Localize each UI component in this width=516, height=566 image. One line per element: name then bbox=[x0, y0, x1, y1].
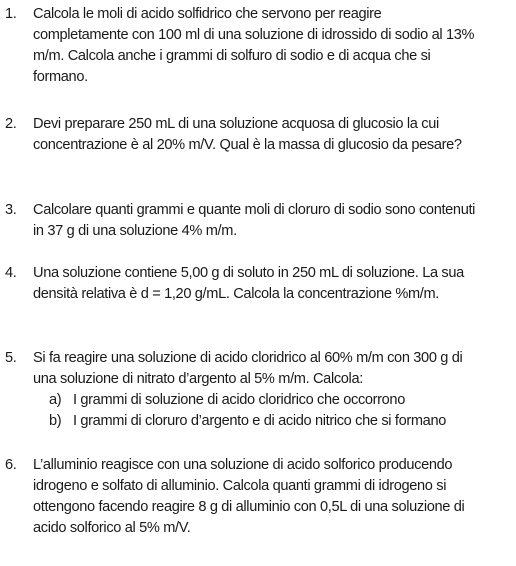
question-text bbox=[33, 263, 514, 305]
sub-item-a bbox=[33, 390, 514, 411]
question-number: 1. bbox=[5, 6, 17, 22]
question-line: Devi preparare 250 mL di una soluzione acquosa di glucosio la cui bbox=[33, 116, 439, 132]
sub-item-marker: b) bbox=[49, 413, 62, 429]
question-text bbox=[33, 200, 514, 242]
question-number: 3. bbox=[5, 202, 17, 218]
question-text bbox=[33, 4, 514, 88]
question-line: formano. bbox=[33, 69, 88, 85]
sub-item-text: I grammi di cloruro d’argento e di acido nitrico che si formano bbox=[73, 413, 446, 429]
question-line: ottengono facendo reagire 8 g di alluminio con 0,5L di una soluzione di bbox=[33, 499, 465, 515]
question-line: in 37 g di una soluzione 4% m/m. bbox=[33, 223, 237, 239]
sub-item-text: I grammi di soluzione di acido cloridrico che occorrono bbox=[73, 392, 405, 408]
question-line: concentrazione è al 20% m/V. Qual è la massa di glucosio da pesare? bbox=[33, 137, 462, 153]
question-number: 4. bbox=[5, 265, 17, 281]
question-line: m/m. Calcola anche i grammi di solfuro di sodio e di acqua che si bbox=[33, 48, 431, 64]
question-line: acido solforico al 5% m/V. bbox=[33, 520, 191, 536]
sub-item-b bbox=[33, 411, 514, 432]
question-line: una soluzione di nitrato d’argento al 5% m/m. Calcola: bbox=[33, 371, 363, 387]
question-text bbox=[33, 348, 514, 432]
question-line: Calcola le moli di acido solfidrico che servono per reagire bbox=[33, 6, 382, 22]
question-line: L’alluminio reagisce con una soluzione di acido solforico producendo bbox=[33, 457, 453, 473]
question-line: Calcolare quanti grammi e quante moli di cloruro di sodio sono contenuti bbox=[33, 202, 476, 218]
question-number: 6. bbox=[5, 457, 17, 473]
question-text bbox=[33, 455, 514, 539]
question-line: Una soluzione contiene 5,00 g di soluto in 250 mL di soluzione. La sua bbox=[33, 265, 464, 281]
sub-item-marker: a) bbox=[49, 392, 62, 408]
question-line: completamente con 100 ml di una soluzione di idrossido di sodio al 13% bbox=[33, 27, 475, 43]
question-text bbox=[33, 114, 514, 156]
question-line: Si fa reagire una soluzione di acido cloridrico al 60% m/m con 300 g di bbox=[33, 350, 463, 366]
question-line: densità relativa è d = 1,20 g/mL. Calcola la concentrazione %m/m. bbox=[33, 286, 439, 302]
question-line: idrogeno e solfato di alluminio. Calcola quanti grammi di idrogeno si bbox=[33, 478, 447, 494]
question-number: 2. bbox=[5, 116, 17, 132]
question-number: 5. bbox=[5, 350, 17, 366]
